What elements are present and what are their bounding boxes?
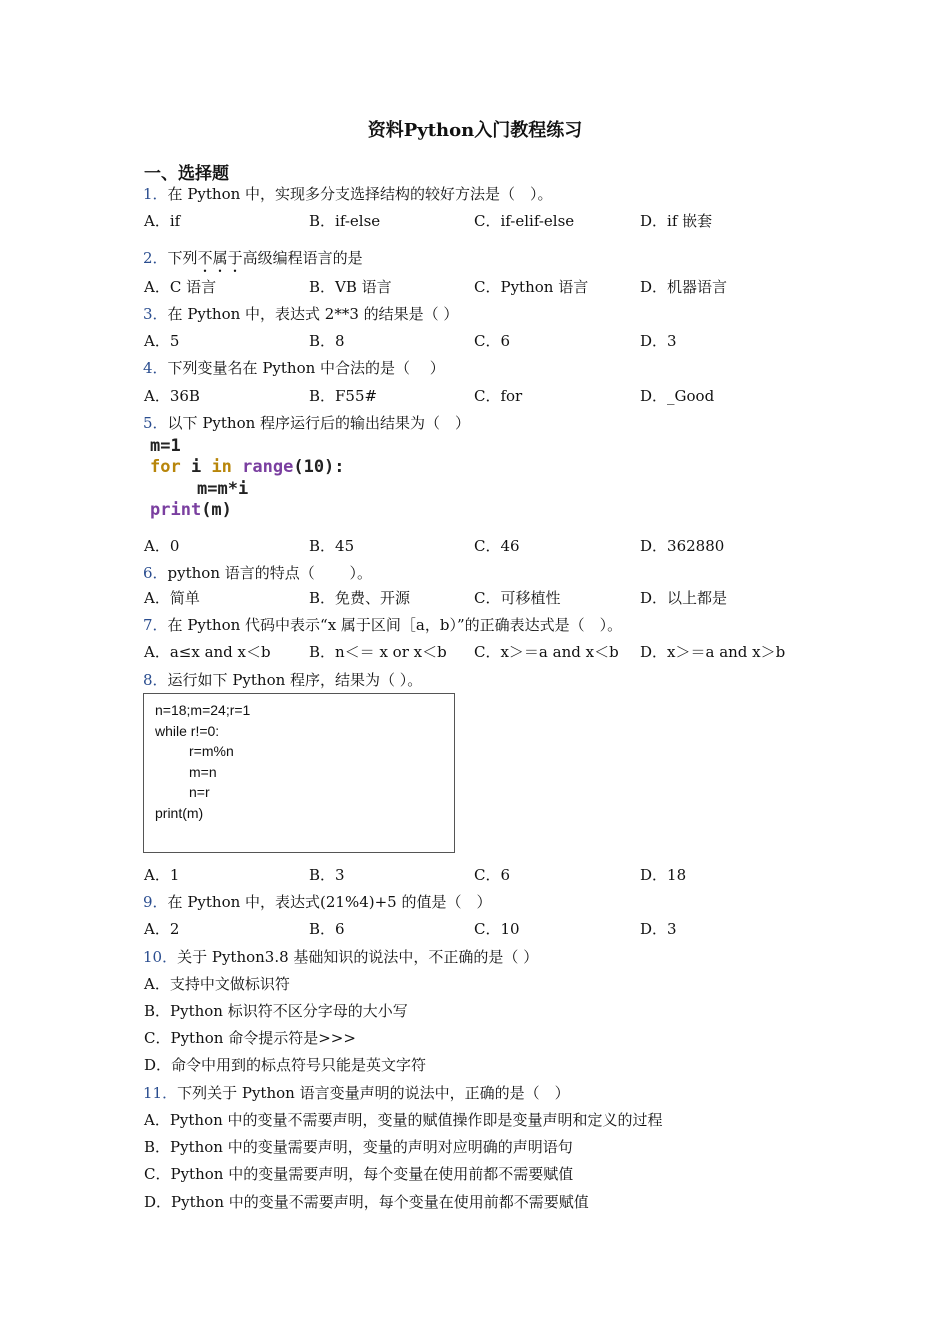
q9-option-a: A．2	[144, 920, 180, 938]
code-line-3: m=m*i	[197, 479, 249, 499]
page-title: 资料Python入门教程练习	[367, 120, 583, 141]
q10-option-a: A．支持中文做标识符	[144, 975, 290, 993]
q2-option-a: A．C 语言	[144, 278, 217, 296]
question-8: 8．运行如下 Python 程序，结果为（ ）。	[143, 671, 423, 689]
q1-option-a: A．if	[144, 212, 181, 230]
code-line-4: print(m)	[150, 500, 232, 520]
question-2: 2．下列不属于高级编程语言的是	[143, 249, 363, 267]
q5-option-b: B．45	[309, 537, 355, 555]
q3-option-a: A．5	[144, 332, 180, 350]
q4-option-a: A．36B	[144, 387, 200, 405]
q4-option-b: B．F55#	[309, 387, 378, 405]
q5-option-d: D．362880	[640, 537, 725, 555]
q7-option-a: A．a≤x and x＜b	[144, 643, 271, 661]
q10-option-b: B．Python 标识符不区分字母的大小写	[144, 1002, 408, 1020]
code-line-2: for i in range(10):	[150, 457, 345, 477]
q7-option-c: C．x＞＝a and x＜b	[474, 643, 619, 661]
code8-line-6: print(m)	[155, 805, 204, 821]
question-1: 1．在 Python 中，实现多分支选择结构的较好方法是（ ）。	[143, 185, 553, 203]
q3-option-b: B．8	[309, 332, 345, 350]
q6-option-b: B．免费、开源	[309, 589, 411, 607]
q7-option-d: D．x＞＝a and x＞b	[640, 643, 786, 661]
q5-option-c: C．46	[474, 537, 520, 555]
code8-line-3: r=m%n	[189, 743, 234, 759]
question-9: 9．在 Python 中，表达式(21%4)+5 的值是（ ）	[143, 893, 492, 911]
code-line-1: m=1	[150, 436, 181, 456]
code8-line-1: n=18;m=24;r=1	[155, 702, 251, 718]
q11-option-a: A．Python 中的变量不需要声明，变量的赋值操作即是变量声明和定义的过程	[144, 1111, 663, 1129]
q6-option-c: C．可移植性	[474, 589, 561, 607]
q10-option-d: D．命令中用到的标点符号只能是英文字符	[144, 1056, 427, 1074]
q4-option-c: C．for	[474, 387, 523, 405]
q8-option-d: D．18	[640, 866, 687, 884]
q2-option-d: D．机器语言	[640, 278, 728, 296]
question-11: 11．下列关于 Python 语言变量声明的说法中，正确的是（ ）	[143, 1084, 570, 1102]
q9-option-c: C．10	[474, 920, 520, 938]
q8-option-c: C．6	[474, 866, 511, 884]
q2-option-c: C．Python 语言	[474, 278, 589, 296]
q1-option-c: C．if-elif-else	[474, 212, 575, 230]
question-3: 3．在 Python 中，表达式 2**3 的结果是（ ）	[143, 305, 459, 323]
q6-option-d: D．以上都是	[640, 589, 728, 607]
question-4: 4．下列变量名在 Python 中合法的是（ ）	[143, 359, 445, 377]
q8-option-b: B．3	[309, 866, 345, 884]
q4-option-d: D．_Good	[640, 387, 715, 405]
q2-option-b: B．VB 语言	[309, 278, 392, 296]
q1-option-d: D．if 嵌套	[640, 212, 713, 230]
q8-option-a: A．1	[144, 866, 180, 884]
q6-option-a: A．简单	[144, 589, 200, 607]
q1-option-b: B．if-else	[309, 212, 381, 230]
code-box	[143, 693, 455, 853]
section-heading: 一、选择题	[144, 164, 229, 184]
question-10: 10．关于 Python3.8 基础知识的说法中，不正确的是（ ）	[143, 948, 539, 966]
q9-option-b: B．6	[309, 920, 345, 938]
q11-option-b: B．Python 中的变量需要声明，变量的声明对应明确的声明语句	[144, 1138, 573, 1156]
code8-line-4: m=n	[189, 764, 217, 780]
q9-option-d: D．3	[640, 920, 677, 938]
q11-option-d: D．Python 中的变量不需要声明，每个变量在使用前都不需要赋值	[144, 1193, 589, 1211]
q11-option-c: C．Python 中的变量需要声明，每个变量在使用前都不需要赋值	[144, 1165, 574, 1183]
question-5: 5．以下 Python 程序运行后的输出结果为（ ）	[143, 414, 471, 432]
q3-option-d: D．3	[640, 332, 677, 350]
q3-option-c: C．6	[474, 332, 511, 350]
q10-option-c: C．Python 命令提示符是>>>	[144, 1029, 356, 1047]
question-6: 6．python 语言的特点（ ）。	[143, 564, 373, 582]
code8-line-5: n=r	[189, 784, 210, 800]
q7-option-b: B．n＜＝ x or x＜b	[309, 643, 447, 661]
emphasis-dots: 不属于	[197, 249, 243, 267]
code8-line-2: while r!=0:	[155, 723, 220, 739]
question-7: 7．在 Python 代码中表示“x 属于区间［a，b）”的正确表达式是（ ）。	[143, 616, 623, 634]
q5-option-a: A．0	[144, 537, 180, 555]
